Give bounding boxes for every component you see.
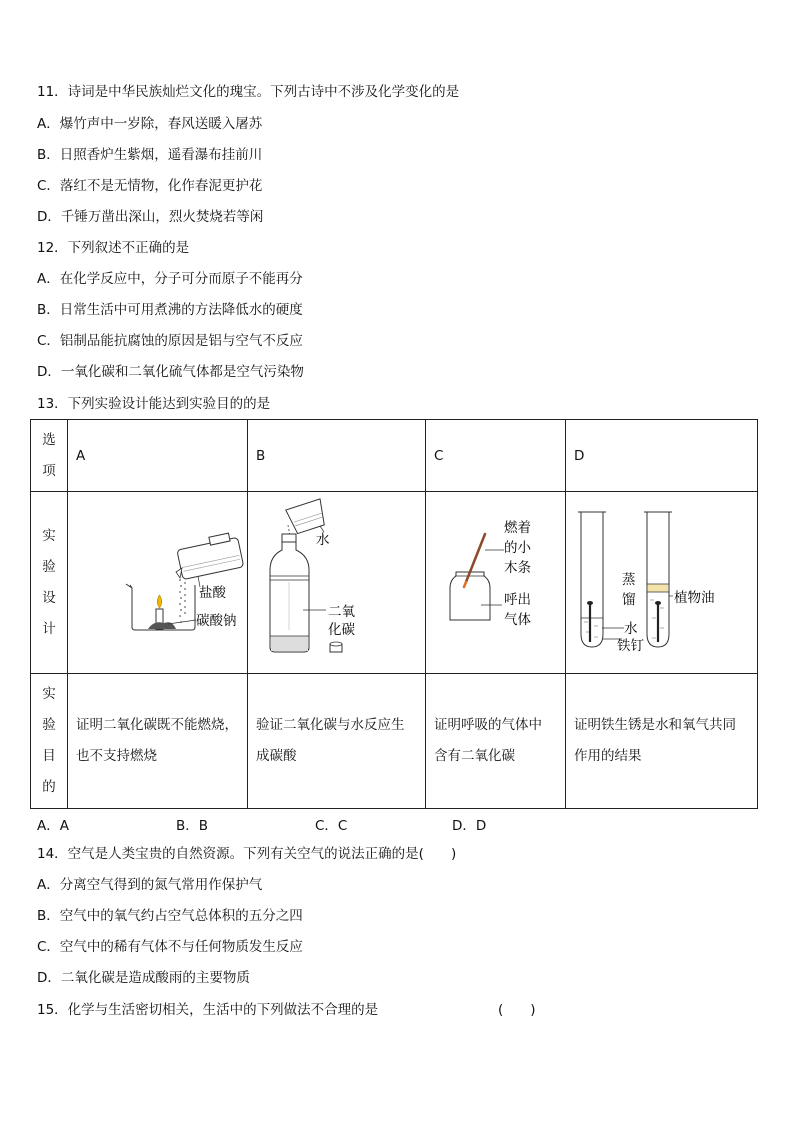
header-char: 设 [42, 589, 56, 606]
header-char: 项 [42, 462, 56, 479]
q12-option-d: D．一氧化碳和二氧化硫气体都是空气污染物 [37, 364, 304, 380]
q11-option-c: C．落红不是无情物，化作春泥更护花 [37, 178, 263, 194]
label-vegetable-oil: 植物油 [674, 590, 715, 606]
q15-stem: 15．化学与生活密切相关，生活中的下列做法不合理的是 [37, 1002, 379, 1018]
purpose-c-line1: 证明呼吸的气体中 [434, 717, 542, 733]
col-b-header: B [248, 420, 426, 492]
col-d-header: D [566, 420, 758, 492]
label-burning-splint-3: 木条 [504, 560, 531, 576]
header-char: 验 [42, 717, 56, 733]
q14-option-a: A．分离空气得到的氮气常用作保护气 [37, 877, 263, 893]
purpose-header-cell [31, 674, 68, 809]
q11-option-a: A．爆竹声中一岁除，春风送暖入屠苏 [37, 116, 263, 132]
purpose-d-line1: 证明铁生锈是水和氧气共同 [574, 717, 736, 733]
label-sodium-carbonate: 碳酸钠 [196, 613, 237, 629]
label-exhaled-gas-2: 气体 [504, 612, 531, 628]
col-a-header: A [68, 420, 248, 492]
q11-option-b: B．日照香炉生紫烟，遥看瀑布挂前川 [37, 147, 263, 163]
candle-beaker-diagram [68, 492, 248, 669]
label-exhaled-gas-1: 呼出 [504, 592, 531, 608]
purpose-a-line2: 也不支持燃烧 [76, 748, 157, 764]
test-tube-rust-diagram [566, 492, 758, 669]
diagram-b-cell [248, 492, 426, 674]
experiment-table [30, 419, 758, 809]
label-distilled-2: 馏 [622, 592, 636, 608]
label-water-d: 水 [624, 621, 638, 637]
q13-stem: 13．下列实验设计能达到实验目的的是 [37, 396, 271, 412]
label-distilled-1: 蒸 [622, 572, 636, 588]
purpose-d-line2: 作用的结果 [574, 748, 642, 764]
header-char: 验 [42, 558, 56, 575]
q12-option-b: B．日常生活中可用煮沸的方法降低水的硬度 [37, 302, 303, 318]
q11-stem: 11．诗词是中华民族灿烂文化的瑰宝。下列古诗中不涉及化学变化的是 [37, 84, 460, 100]
diagram-c-cell [426, 492, 566, 674]
q14-option-b: B．空气中的氧气约占空气总体积的五分之四 [37, 908, 303, 924]
label-co2-line1: 二氧 [328, 604, 355, 620]
label-iron-nail: 铁钉 [617, 638, 644, 654]
header-char: 目 [42, 748, 56, 764]
q12-stem: 12．下列叙述不正确的是 [37, 240, 190, 256]
purpose-a [68, 674, 248, 809]
diagram-a-cell [68, 492, 248, 674]
q12-option-c: C．铝制品能抗腐蚀的原因是铝与空气不反应 [37, 333, 303, 349]
q11-option-d: D．千锤万凿出深山，烈火焚烧若等闲 [37, 209, 264, 225]
q15-answer-bracket: ( ) [498, 1002, 536, 1018]
label-water: 水 [316, 532, 330, 548]
header-char: 实 [42, 527, 56, 544]
purpose-d [566, 674, 758, 809]
q14-option-d: D．二氧化碳是造成酸雨的主要物质 [37, 970, 250, 986]
label-burning-splint-1: 燃着 [504, 520, 531, 536]
q13-answer-c: C．C [315, 818, 348, 834]
label-hydrochloric-acid: 盐酸 [199, 585, 226, 601]
header-char: 选 [42, 431, 56, 448]
purpose-b [248, 674, 426, 809]
diagram-d-cell [566, 492, 758, 674]
col-c-header: C [426, 420, 566, 492]
option-header-cell [31, 420, 68, 492]
jar-splint-diagram [426, 492, 566, 669]
design-header-cell [31, 492, 68, 674]
purpose-a-line1: 证明二氧化碳既不能燃烧， [76, 717, 238, 733]
header-char: 的 [42, 779, 56, 795]
q14-stem: 14．空气是人类宝贵的自然资源。下列有关空气的说法正确的是( ) [37, 846, 457, 862]
q13-answer-a: A．A [37, 818, 69, 834]
q13-answer-d: D．D [452, 818, 487, 834]
q13-answer-b: B．B [176, 818, 209, 834]
header-char: 计 [42, 620, 56, 637]
purpose-b-line1: 验证二氧化碳与水反应生 [256, 717, 405, 733]
q14-option-c: C．空气中的稀有气体不与任何物质发生反应 [37, 939, 303, 955]
header-char: 实 [42, 686, 56, 702]
purpose-c [426, 674, 566, 809]
bottle-co2-diagram [248, 492, 426, 669]
purpose-b-line2: 成碳酸 [256, 748, 297, 764]
label-burning-splint-2: 的小 [504, 540, 531, 556]
label-co2-line2: 化碳 [328, 622, 355, 638]
purpose-c-line2: 含有二氧化碳 [434, 748, 515, 764]
q12-option-a: A．在化学反应中，分子可分而原子不能再分 [37, 271, 303, 287]
